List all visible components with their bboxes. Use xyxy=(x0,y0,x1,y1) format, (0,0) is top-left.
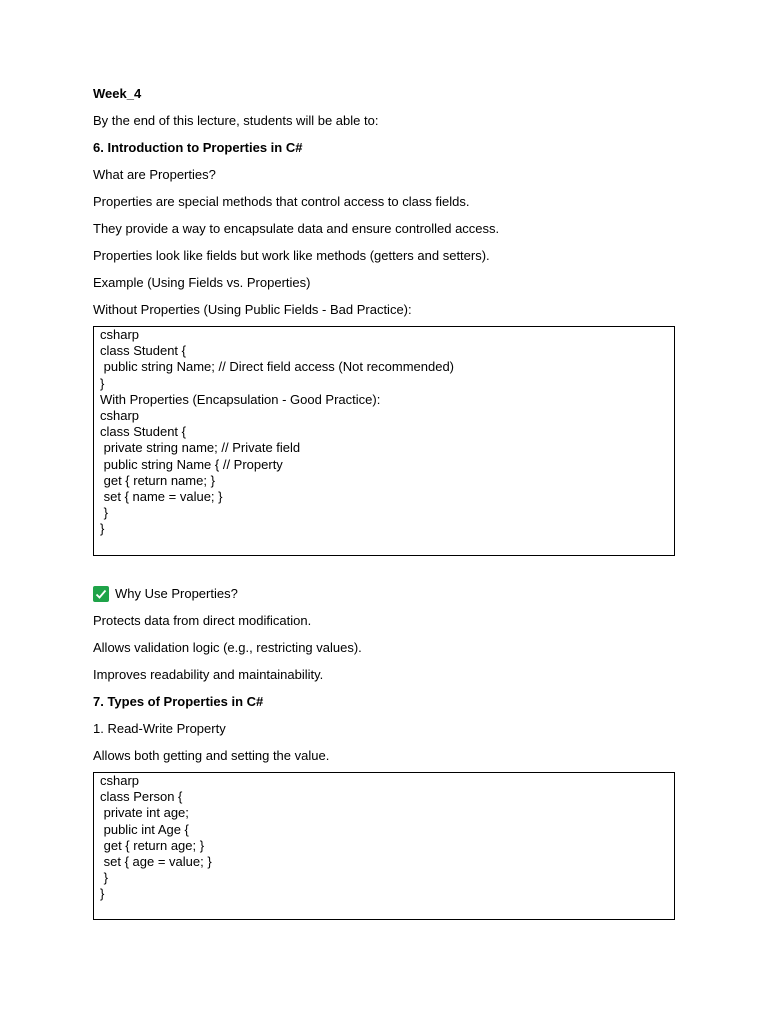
code-line: private string name; // Private field xyxy=(100,440,301,456)
section-7-heading: 7. Types of Properties in C# xyxy=(93,694,264,709)
code-line: csharp xyxy=(100,327,140,342)
read-write-description: Allows both getting and setting the value. xyxy=(93,748,330,763)
example-label: Example (Using Fields vs. Properties) xyxy=(93,275,311,290)
code-line: } xyxy=(100,521,105,537)
code-line: class Person { xyxy=(100,789,183,805)
without-properties-label: Without Properties (Using Public Fields - Bad Practice): xyxy=(93,302,412,317)
code-line: } xyxy=(100,505,108,521)
code-line: public string Name; // Direct field access (Not recommended) xyxy=(100,359,455,375)
week-title: Week_4 xyxy=(93,86,142,101)
code-line: } xyxy=(100,870,108,886)
code-line: get { return name; } xyxy=(100,472,215,488)
why-item-2: Allows validation logic (e.g., restricting values). xyxy=(93,640,362,655)
intro-text: By the end of this lecture, students will be able to: xyxy=(93,113,379,128)
code-line: set { name = value; } xyxy=(100,489,223,505)
document-page xyxy=(93,86,675,920)
why-heading-text: Why Use Properties? xyxy=(115,586,238,601)
check-mark-icon xyxy=(93,586,109,602)
code-line: } xyxy=(100,886,105,902)
section-6-heading: 6. Introduction to Properties in C# xyxy=(93,140,303,155)
why-item-3: Improves readability and maintainability. xyxy=(93,667,324,682)
code-line: set { age = value; } xyxy=(100,854,212,870)
paragraph-2: They provide a way to encapsulate data and ensure controlled access. xyxy=(93,221,500,236)
code-line: } xyxy=(100,375,105,391)
code-line: private int age; xyxy=(100,805,189,821)
code-line: With Properties (Encapsulation - Good Practice): xyxy=(100,391,381,407)
code-line: class Student { xyxy=(100,424,186,440)
paragraph-3: Properties look like fields but work like methods (getters and setters). xyxy=(93,248,490,263)
code-line: public int Age { xyxy=(100,821,189,837)
code-line: get { return age; } xyxy=(100,837,205,853)
code-line: class Student { xyxy=(100,343,186,359)
paragraph-1: Properties are special methods that control access to class fields. xyxy=(93,194,470,209)
code-line: csharp xyxy=(100,408,140,424)
read-write-heading: 1. Read-Write Property xyxy=(93,721,226,736)
why-use-properties-heading xyxy=(93,586,675,602)
code-line: csharp xyxy=(100,773,140,788)
code-line: public string Name { // Property xyxy=(100,456,283,472)
code-block-person xyxy=(93,772,675,920)
why-item-1: Protects data from direct modification. xyxy=(93,613,312,628)
code-block-student xyxy=(93,326,675,556)
what-are-properties: What are Properties? xyxy=(93,167,216,182)
